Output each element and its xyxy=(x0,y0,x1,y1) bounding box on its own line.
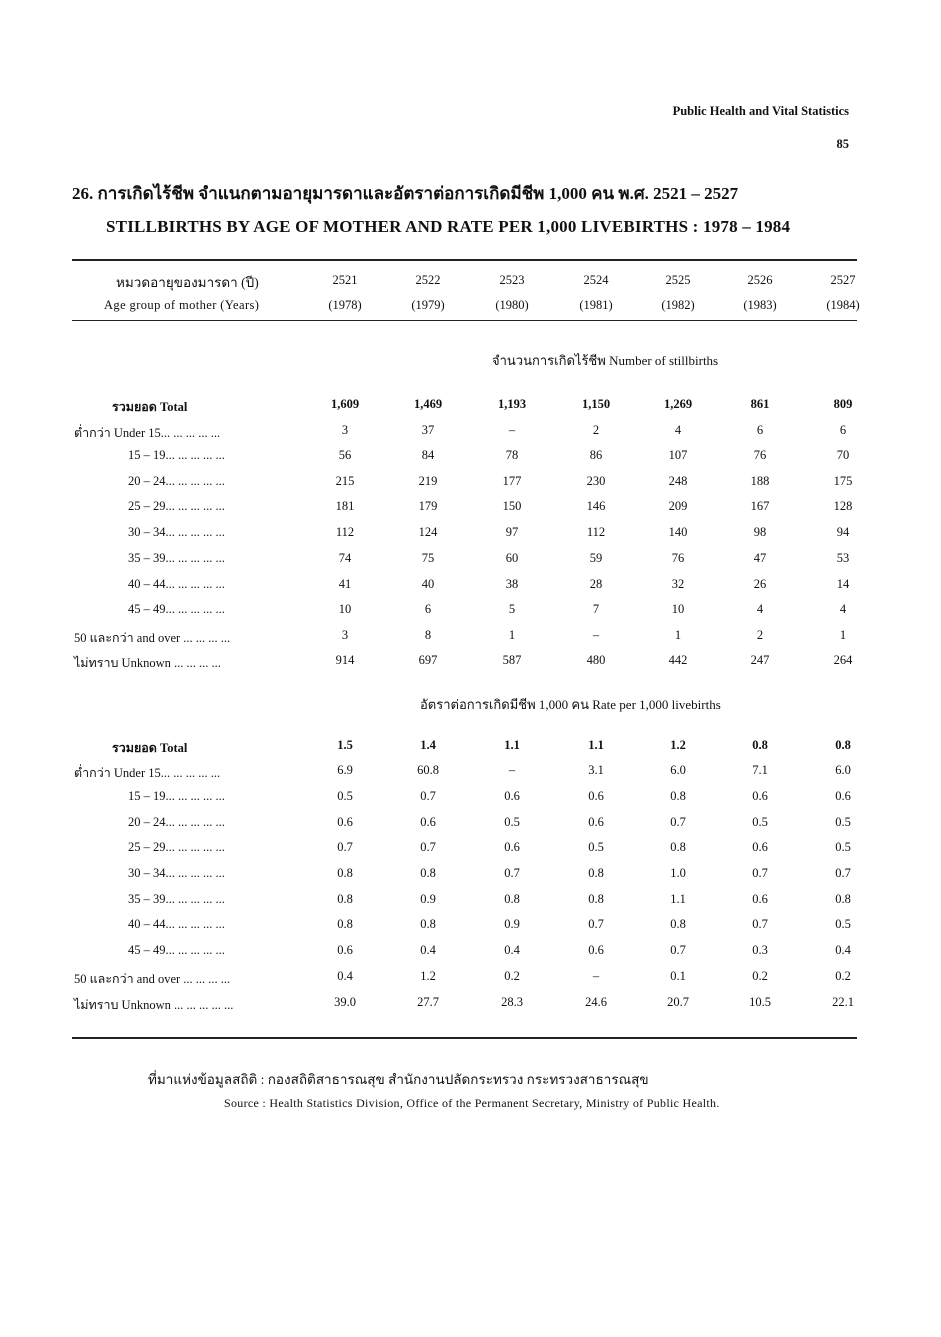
row-label: 45 – 49... ... ... ... ... xyxy=(128,943,225,957)
table-cell: 38 xyxy=(505,577,519,591)
table-cell: 264 xyxy=(833,653,853,667)
table-cell: 0.8 xyxy=(337,917,353,931)
column-header-be-year: 2527 xyxy=(830,273,856,287)
table-cell: 3 xyxy=(341,628,349,642)
column-header-be-year: 2522 xyxy=(415,273,441,287)
table-cell: 97 xyxy=(505,525,519,539)
table-cell: 84 xyxy=(421,448,435,462)
table-cell: 0.8 xyxy=(420,866,436,880)
column-header-ad-year: (1978) xyxy=(328,298,362,312)
table-cell: 219 xyxy=(418,474,438,488)
table-cell: 1,469 xyxy=(413,397,443,411)
table-cell: 112 xyxy=(586,525,606,539)
table-cell: 60.8 xyxy=(417,763,439,777)
table-cell: 809 xyxy=(833,397,853,411)
table-cell: 20.7 xyxy=(667,995,689,1009)
row-label: 35 – 39... ... ... ... ... xyxy=(128,892,225,906)
table-cell: 0.6 xyxy=(752,892,768,906)
table-cell: 26 xyxy=(753,577,767,591)
table-cell: 6.0 xyxy=(835,763,851,777)
table-cell: 0.7 xyxy=(670,943,686,957)
table-cell: 3.1 xyxy=(588,763,604,777)
table-cell: 0.7 xyxy=(337,840,353,854)
table-cell: 0.8 xyxy=(420,917,436,931)
table-cell: 861 xyxy=(750,397,770,411)
table-cell: 0.7 xyxy=(420,789,436,803)
table-cell: 1,269 xyxy=(663,397,693,411)
table-cell: 248 xyxy=(668,474,688,488)
row-label: 25 – 29... ... ... ... ... xyxy=(128,499,225,513)
table-cell: 0.8 xyxy=(504,892,520,906)
row-label: 15 – 19... ... ... ... ... xyxy=(128,789,225,803)
stub-header-english: Age group of mother (Years) xyxy=(104,298,260,312)
table-cell: 6.9 xyxy=(337,763,353,777)
table-cell: 1 xyxy=(839,628,847,642)
table-cell: 107 xyxy=(668,448,688,462)
table-cell: 0.2 xyxy=(752,969,768,983)
table-cell: 2 xyxy=(756,628,764,642)
table-cell: 1 xyxy=(674,628,682,642)
row-label: 20 – 24... ... ... ... ... xyxy=(128,815,225,829)
table-cell: 76 xyxy=(753,448,767,462)
table-cell: 0.2 xyxy=(835,969,851,983)
table-cell: 40 xyxy=(421,577,435,591)
table-cell: 32 xyxy=(671,577,685,591)
section-title: จำนวนการเกิดไร้ชีพ Number of stillbirths xyxy=(492,353,719,368)
table-cell: 587 xyxy=(502,653,522,667)
column-header-be-year: 2524 xyxy=(583,273,609,287)
table-cell: 0.6 xyxy=(504,789,520,803)
table-cell: 0.5 xyxy=(504,815,520,829)
section-title: อัตราต่อการเกิดมีชีพ 1,000 คน Rate per 1,000 livebirths xyxy=(420,697,721,712)
table-cell: 53 xyxy=(836,551,850,565)
table-cell: 0.4 xyxy=(835,943,851,957)
table-cell: 0.4 xyxy=(337,969,353,983)
table-cell: 0.9 xyxy=(420,892,436,906)
table-cell: 6 xyxy=(424,602,432,616)
table-cell: 47 xyxy=(753,551,767,565)
row-label: 30 – 34... ... ... ... ... xyxy=(128,866,225,880)
table-cell: 7.1 xyxy=(752,763,768,777)
table-cell: 0.7 xyxy=(670,815,686,829)
table-cell: 0.6 xyxy=(504,840,520,854)
table-cell: 697 xyxy=(418,653,438,667)
table-cell: 1.2 xyxy=(420,969,436,983)
table-cell: 480 xyxy=(586,653,606,667)
table-cell: 2 xyxy=(592,423,600,437)
row-label: 40 – 44... ... ... ... ... xyxy=(128,917,225,931)
table-cell: – xyxy=(508,763,516,777)
table-cell: 1,193 xyxy=(497,397,527,411)
table-cell: 74 xyxy=(338,551,352,565)
table-cell: 0.8 xyxy=(670,789,686,803)
column-header-be-year: 2521 xyxy=(332,273,358,287)
table-cell: 75 xyxy=(421,551,435,565)
column-header-ad-year: (1982) xyxy=(661,298,695,312)
table-cell: 188 xyxy=(750,474,770,488)
row-label: รวมยอด Total xyxy=(112,741,188,755)
table-cell: 56 xyxy=(338,448,352,462)
table-cell: 0.9 xyxy=(504,917,520,931)
row-label: ไม่ทราบ Unknown ... ... ... ... ... xyxy=(74,998,234,1012)
row-label: 30 – 34... ... ... ... ... xyxy=(128,525,225,539)
table-cell: 8 xyxy=(424,628,432,642)
table-cell: 4 xyxy=(756,602,764,616)
table-cell: 1,150 xyxy=(581,397,611,411)
table-cell: 0.1 xyxy=(670,969,686,983)
table-cell: 98 xyxy=(753,525,767,539)
table-cell: 209 xyxy=(668,499,688,513)
table-cell: 0.8 xyxy=(337,892,353,906)
table-cell: 0.4 xyxy=(420,943,436,957)
table-cell: 28.3 xyxy=(501,995,523,1009)
table-cell: 167 xyxy=(750,499,770,513)
table-cell: 0.7 xyxy=(752,866,768,880)
table-cell: 146 xyxy=(586,499,606,513)
table-cell: 1,609 xyxy=(330,397,360,411)
table-cell: 0.8 xyxy=(670,840,686,854)
table-cell: 179 xyxy=(418,499,438,513)
table-cell: 0.8 xyxy=(588,892,604,906)
table-cell: 0.7 xyxy=(420,840,436,854)
row-label: 20 – 24... ... ... ... ... xyxy=(128,474,225,488)
table-cell: 28 xyxy=(589,577,603,591)
table-cell: 4 xyxy=(839,602,847,616)
table-cell: 0.4 xyxy=(504,943,520,957)
table-cell: 60 xyxy=(505,551,519,565)
row-label: 50 และกว่า and over ... ... ... ... xyxy=(74,631,231,645)
row-label: ต่ำกว่า Under 15... ... ... ... ... xyxy=(74,426,221,440)
table-cell: 0.6 xyxy=(752,789,768,803)
table-cell: 0.6 xyxy=(835,789,851,803)
table-cell: 41 xyxy=(338,577,352,591)
row-label: 35 – 39... ... ... ... ... xyxy=(128,551,225,565)
table-cell: 0.8 xyxy=(752,738,768,752)
table-cell: 1.5 xyxy=(337,738,353,752)
row-label: 50 และกว่า and over ... ... ... ... xyxy=(74,972,231,986)
source-english: Source : Health Statistics Division, Office of the Permanent Secretary, Ministry of Public Health. xyxy=(224,1096,720,1110)
table-cell: 27.7 xyxy=(417,995,439,1009)
table-cell: 37 xyxy=(421,423,435,437)
table-cell: 39.0 xyxy=(334,995,356,1009)
table-cell: 0.5 xyxy=(835,815,851,829)
table-cell: 1 xyxy=(508,628,516,642)
table-title-thai: 26. การเกิดไร้ชีพ จำแนกตามอายุมารดาและอัตราต่อการเกิดมีชีพ 1,000 คน พ.ศ. 2521 – 2527 xyxy=(72,184,739,203)
table-cell: 0.6 xyxy=(588,943,604,957)
page-number: 85 xyxy=(836,137,849,151)
table-cell: 140 xyxy=(668,525,688,539)
table-cell: 0.3 xyxy=(752,943,768,957)
table-title-english: STILLBIRTHS BY AGE OF MOTHER AND RATE PER 1,000 LIVEBIRTHS : 1978 – 1984 xyxy=(106,217,791,236)
table-cell: 24.6 xyxy=(585,995,607,1009)
running-title: Public Health and Vital Statistics xyxy=(672,104,849,118)
table-cell: 0.5 xyxy=(588,840,604,854)
table-cell: 215 xyxy=(335,474,355,488)
column-header-ad-year: (1979) xyxy=(411,298,445,312)
table-cell: 10 xyxy=(671,602,685,616)
table-cell: 4 xyxy=(674,423,682,437)
column-header-ad-year: (1983) xyxy=(743,298,777,312)
table-cell: 0.7 xyxy=(588,917,604,931)
table-cell: 59 xyxy=(589,551,603,565)
table-cell: 124 xyxy=(418,525,438,539)
row-label: 40 – 44... ... ... ... ... xyxy=(128,577,225,591)
table-cell: 0.8 xyxy=(835,892,851,906)
table-cell: 3 xyxy=(341,423,349,437)
table-cell: 1.1 xyxy=(588,738,604,752)
table-cell: – xyxy=(592,628,600,642)
table-cell: 7 xyxy=(592,602,600,616)
table-cell: 150 xyxy=(502,499,522,513)
table-cell: 230 xyxy=(586,474,606,488)
column-header-ad-year: (1984) xyxy=(826,298,860,312)
row-label: ไม่ทราบ Unknown ... ... ... ... xyxy=(74,656,221,670)
column-header-be-year: 2523 xyxy=(499,273,525,287)
table-cell: 0.8 xyxy=(337,866,353,880)
table-cell: 0.8 xyxy=(835,738,851,752)
table-cell: 0.5 xyxy=(337,789,353,803)
table-cell: 0.6 xyxy=(588,815,604,829)
table-cell: 0.6 xyxy=(337,943,353,957)
table-cell: 0.7 xyxy=(504,866,520,880)
table-cell: 6.0 xyxy=(670,763,686,777)
column-header-be-year: 2525 xyxy=(665,273,691,287)
table-cell: 70 xyxy=(836,448,850,462)
table-cell: 0.6 xyxy=(588,789,604,803)
table-cell: 6 xyxy=(839,423,847,437)
table-cell: 5 xyxy=(508,602,516,616)
table-cell: 86 xyxy=(589,448,603,462)
row-label: ต่ำกว่า Under 15... ... ... ... ... xyxy=(74,766,221,780)
row-label: 45 – 49... ... ... ... ... xyxy=(128,602,225,616)
column-header-be-year: 2526 xyxy=(747,273,773,287)
table-cell: 0.6 xyxy=(752,840,768,854)
table-cell: 1.2 xyxy=(670,738,686,752)
table-cell: 0.7 xyxy=(835,866,851,880)
table-cell: 94 xyxy=(836,525,850,539)
table-cell: 914 xyxy=(335,653,355,667)
table-cell: 112 xyxy=(335,525,355,539)
row-label: 25 – 29... ... ... ... ... xyxy=(128,840,225,854)
table-cell: 78 xyxy=(505,448,519,462)
table-cell: 181 xyxy=(335,499,355,513)
table-cell: 442 xyxy=(668,653,688,667)
row-label: รวมยอด Total xyxy=(112,400,188,414)
table-cell: 0.5 xyxy=(752,815,768,829)
source-thai: ที่มาแห่งข้อมูลสถิติ : กองสถิติสาธารณสุข สำนักงานปลัดกระทรวง กระทรวงสาธารณสุข xyxy=(148,1072,649,1087)
table-cell: 0.8 xyxy=(670,917,686,931)
table-cell: 1.1 xyxy=(670,892,686,906)
table-cell: 247 xyxy=(750,653,770,667)
table-cell: 76 xyxy=(671,551,685,565)
table-cell: 1.0 xyxy=(670,866,686,880)
table-cell: 0.5 xyxy=(835,917,851,931)
stub-header-thai: หมวดอายุของมารดา (ปี) xyxy=(116,275,259,290)
table-cell: 1.1 xyxy=(504,738,520,752)
table-cell: 14 xyxy=(836,577,850,591)
column-header-ad-year: (1980) xyxy=(495,298,529,312)
table-cell: 10.5 xyxy=(749,995,771,1009)
table-cell: 0.6 xyxy=(420,815,436,829)
table-cell: 6 xyxy=(756,423,764,437)
table-cell: 0.6 xyxy=(337,815,353,829)
table-cell: 0.2 xyxy=(504,969,520,983)
column-header-ad-year: (1981) xyxy=(579,298,613,312)
table-cell: 22.1 xyxy=(832,995,854,1009)
table-cell: 0.7 xyxy=(752,917,768,931)
table-cell: 177 xyxy=(502,474,522,488)
table-cell: 175 xyxy=(833,474,853,488)
table-cell: 128 xyxy=(833,499,853,513)
table-cell: 0.8 xyxy=(588,866,604,880)
table-cell: 10 xyxy=(338,602,352,616)
table-cell: – xyxy=(592,969,600,983)
table-cell: 1.4 xyxy=(420,738,436,752)
row-label: 15 – 19... ... ... ... ... xyxy=(128,448,225,462)
table-cell: – xyxy=(508,423,516,437)
table-cell: 0.5 xyxy=(835,840,851,854)
